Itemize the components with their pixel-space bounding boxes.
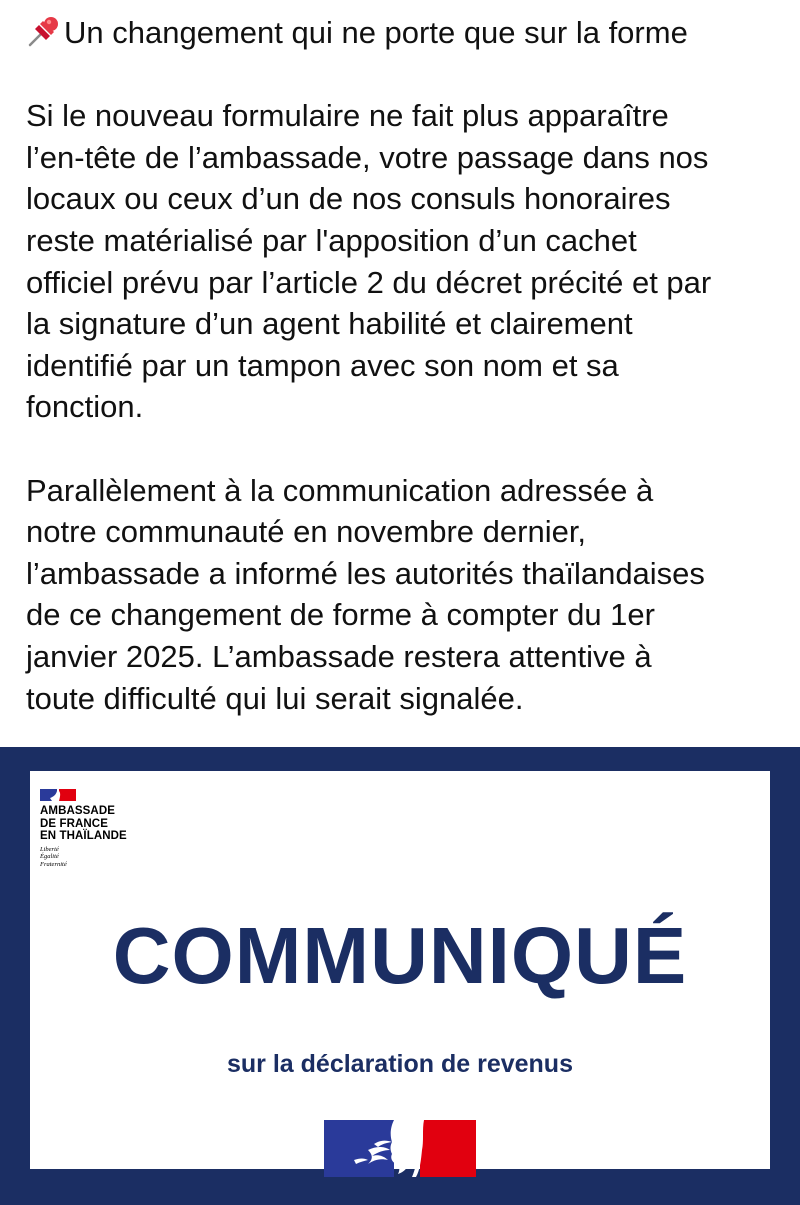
pushpin-icon xyxy=(26,13,62,49)
paragraph-1-line: reste matérialisé par l'apposition d’un cachet xyxy=(26,222,637,258)
communique-banner[interactable] xyxy=(0,747,800,1205)
post-heading-line xyxy=(26,12,786,54)
embassy-name-line: DE FRANCE xyxy=(40,817,108,830)
paragraph-2-line: de ce changement de forme à compter du 1er xyxy=(26,597,655,633)
paragraph-1-line: officiel prévu par l’article 2 du décret précité et par xyxy=(26,264,712,300)
motto xyxy=(40,846,180,869)
communique-subtitle: sur la déclaration de revenus xyxy=(227,1050,573,1078)
paragraph-2-line: l’ambassade a informé les autorités thaïlandaises xyxy=(26,555,705,591)
post-heading: Un changement qui ne porte que sur la forme xyxy=(64,15,688,50)
paragraph-1-line: Si le nouveau formulaire ne fait plus apparaître xyxy=(26,98,669,134)
paragraph-1-line: fonction. xyxy=(26,389,144,425)
paragraph-1-line: locaux ou ceux d’un de nos consuls honoraires xyxy=(26,181,671,217)
paragraph-1-line: identifié par un tampon avec son nom et sa xyxy=(26,347,619,383)
marianne-flag-icon xyxy=(324,1120,476,1177)
post-text xyxy=(26,12,786,719)
embassy-name-line: EN THAÏLANDE xyxy=(40,830,127,842)
paragraph-1-line: la signature d’un agent habilité et clairement xyxy=(26,306,633,342)
motto-line: Égalité xyxy=(40,853,59,860)
republique-francaise-icon xyxy=(40,789,76,801)
motto-line: Liberté xyxy=(40,845,59,853)
paragraph-2-line: Parallèlement à la communication adressée à xyxy=(26,472,654,508)
banner-card xyxy=(30,771,770,1169)
embassy-logo xyxy=(40,789,180,868)
paragraph-1-line: l’en-tête de l’ambassade, votre passage dans nos xyxy=(26,139,709,175)
paragraph-2-line: toute difficulté qui lui serait signalée. xyxy=(26,680,524,716)
paragraph-2-line: janvier 2025. L’ambassade restera attentive à xyxy=(26,638,652,674)
communique-title: COMMUNIQUÉ xyxy=(112,911,688,1000)
embassy-name-line: AMBASSADE xyxy=(40,805,116,817)
paragraph-2-line: notre communauté en novembre dernier, xyxy=(26,514,587,550)
motto-line: Fraternité xyxy=(40,860,67,868)
